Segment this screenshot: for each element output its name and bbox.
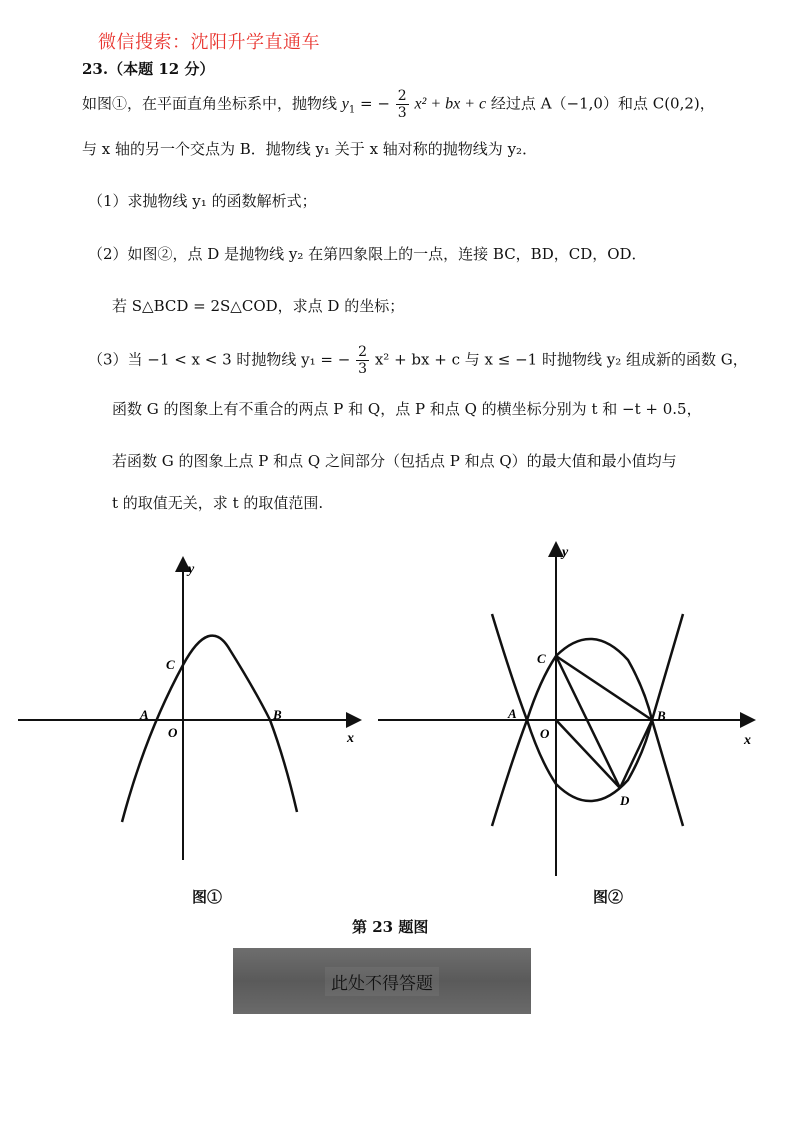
part-3-mid: x² + bx + c 与 x ≤ −1 时抛物线 y₂ 组成新的函数 G，	[374, 350, 748, 369]
fig2-segment-BD	[620, 720, 652, 788]
part-2-line-2: 若 S△BCD = 2S△COD，求点 D 的坐标；	[112, 297, 405, 315]
fraction-denominator: 3	[397, 105, 407, 121]
fig1-parabola-y1	[122, 636, 297, 822]
part-1: （1）求抛物线 y₁ 的函数解析式；	[88, 192, 317, 210]
fig1-label-y: y	[188, 562, 195, 577]
fig2-label-D: D	[620, 793, 630, 808]
fig2-label-y: y	[562, 545, 569, 560]
fraction-2-3	[396, 88, 409, 121]
part-2-line-1: （2）如图②，点 D 是抛物线 y₂ 在第四象限上的一点，连接 BC，BD，CD，OD．	[88, 245, 647, 263]
intro-prefix: 如图①，在平面直角坐标系中，抛物线	[82, 94, 338, 113]
part-3-prefix: （3）当 −1 < x < 3 时抛物线 y₁ = −	[88, 350, 351, 369]
watermark: 微信搜索：沈阳升学直通车	[98, 32, 320, 53]
fig2-parabola-y1	[492, 639, 683, 826]
fraction-denominator-b: 3	[358, 361, 368, 377]
part-3-line-2: 函数 G 的图象上有不重合的两点 P 和 Q，点 P 和点 Q 的横坐标分别为 t 和 −t + 0.5，	[112, 400, 702, 418]
y1-symbol: y	[341, 95, 349, 113]
intro-line-2: 与 x 轴的另一个交点为 B．抛物线 y₁ 关于 x 轴对称的抛物线为 y₂．	[82, 140, 538, 158]
y1-formula-tail: x² + bx + c	[414, 95, 487, 113]
fraction-2-3-b	[356, 344, 369, 377]
fig1-label-x: x	[347, 731, 354, 746]
fraction-numerator-b: 2	[358, 344, 368, 360]
fig2-label-B: B	[657, 708, 666, 723]
part-3-line-4: t 的取值无关，求 t 的取值范围.	[112, 494, 324, 512]
figure-1	[18, 560, 358, 860]
fig2-label-A: A	[508, 706, 517, 721]
part-3-line-1	[88, 344, 748, 377]
no-answer-banner	[233, 948, 531, 1014]
intro-mid: 经过点 A（−1,0）和点 C(0,2)，	[490, 94, 715, 113]
part-3-line-3: 若函数 G 的图象上点 P 和点 Q 之间部分（包括点 P 和点 Q）的最大值和最小值均与	[112, 452, 677, 470]
question-intro: 如图①，在平面直角坐标系中，抛物线 $y_1$ = − $\frac{2}{3}$ x² + bx + c 经过点 A（−1,0）和点 C(0,2)，	[82, 88, 715, 121]
fig2-label-origin: O	[540, 726, 550, 741]
fig2-label-C: C	[537, 651, 546, 666]
figures-caption: 第 23 题图	[352, 918, 429, 936]
fig2-segment-CD	[556, 656, 620, 788]
figures-svg	[0, 530, 800, 890]
figure-2-caption: 图②	[593, 888, 624, 906]
question-number: 23.（本题 12 分）	[82, 60, 215, 78]
fig2-segment-OD	[556, 720, 620, 788]
fig1-label-B: B	[273, 707, 282, 722]
fig1-label-A: A	[140, 707, 149, 722]
figure-2	[378, 545, 752, 876]
fraction-numerator: 2	[397, 88, 407, 104]
fig1-label-C: C	[166, 657, 175, 672]
fig2-parabola-y2	[492, 614, 683, 801]
fig1-label-origin: O	[168, 725, 178, 740]
fig2-label-x: x	[744, 733, 751, 748]
banner-text: 此处不得答题	[325, 967, 439, 996]
figure-1-caption: 图①	[192, 888, 223, 906]
